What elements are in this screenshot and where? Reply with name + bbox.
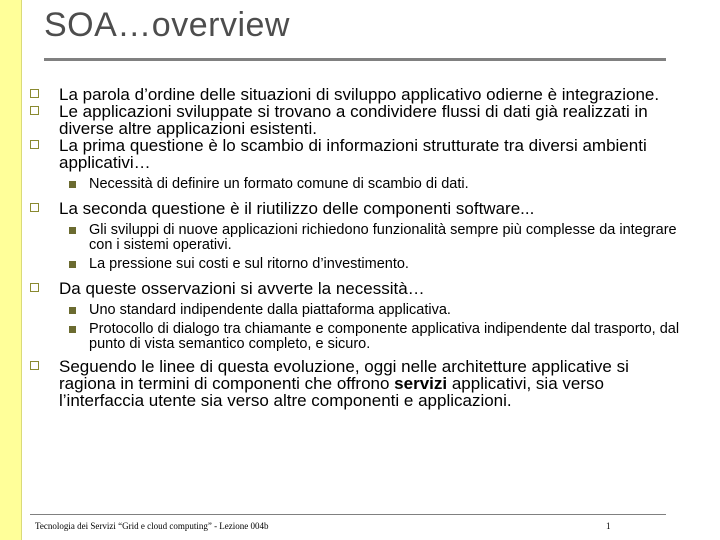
hollow-square-bullet-icon (30, 89, 39, 98)
sub-bullet-text: Necessità di definire un formato comune di scambio di dati. (89, 176, 469, 192)
bullet-text: Le applicazioni sviluppate si trovano a condividere flussi di dati già realizzati in diverse altre applicazioni esistenti. (59, 102, 648, 138)
sub-bullet-text: Gli sviluppi di nuove applicazioni richiedono funzionalità sempre più complesse da integrare con i sistemi operativi. (89, 222, 677, 253)
filled-square-bullet-icon (69, 261, 76, 268)
page-number: 1 (606, 521, 611, 531)
sub-bullet-text: Protocollo di dialogo tra chiamante e componente applicativa indipendente dal trasporto, dal punto di vista semantico completo, e sicuro. (89, 321, 680, 352)
title-divider (44, 58, 666, 61)
hollow-square-bullet-icon (30, 283, 39, 292)
bullet-text: La prima questione è lo scambio di informazioni strutturate tra diversi ambienti applicativi… (59, 136, 647, 172)
slide-body (0, 86, 720, 409)
filled-square-bullet-icon (69, 181, 76, 188)
slide-title: SOA…overview (44, 6, 290, 44)
bullet-2 (0, 103, 679, 137)
sub-bullet (0, 322, 689, 352)
bullet-5 (0, 280, 679, 297)
sub-bullet (0, 303, 689, 318)
hollow-square-bullet-icon (30, 203, 39, 212)
sub-bullet-text: La pressione sui costi e sul ritorno d’investimento. (89, 256, 409, 272)
bullet-text-end: applicativi, sia verso l’interfaccia utente sia verso altre componenti e applicazioni. (59, 374, 604, 410)
hollow-square-bullet-icon (30, 106, 39, 115)
sub-bullet (0, 257, 689, 272)
bullet-6 (0, 358, 679, 409)
bullet-text: La parola d’ordine delle situazioni di sviluppo applicativo odierne è integrazione. (59, 85, 660, 104)
filled-square-bullet-icon (69, 227, 76, 234)
hollow-square-bullet-icon (30, 140, 39, 149)
filled-square-bullet-icon (69, 326, 76, 333)
sub-bullet-text: Uno standard indipendente dalla piattaforma applicativa. (89, 302, 451, 318)
footer-divider (30, 514, 666, 515)
bullet-text: La seconda questione è il riutilizzo delle componenti software... (59, 199, 535, 218)
bullet-text-emphasis: servizi (394, 374, 448, 393)
footer-caption: Tecnologia dei Servizi “Grid e cloud computing” - Lezione 004b (35, 521, 269, 531)
bullet-text-start: Seguendo le linee di questa evoluzione, oggi nelle architetture applicative si ragiona in termini di componenti che offrono (59, 357, 629, 393)
bullet-1 (0, 86, 679, 103)
bullet-text: Da queste osservazioni si avverte la necessità… (59, 279, 425, 298)
bullet-4 (0, 200, 679, 217)
sub-bullet (0, 223, 689, 253)
filled-square-bullet-icon (69, 307, 76, 314)
bullet-3 (0, 137, 679, 171)
sub-bullet (0, 177, 689, 192)
hollow-square-bullet-icon (30, 361, 39, 370)
